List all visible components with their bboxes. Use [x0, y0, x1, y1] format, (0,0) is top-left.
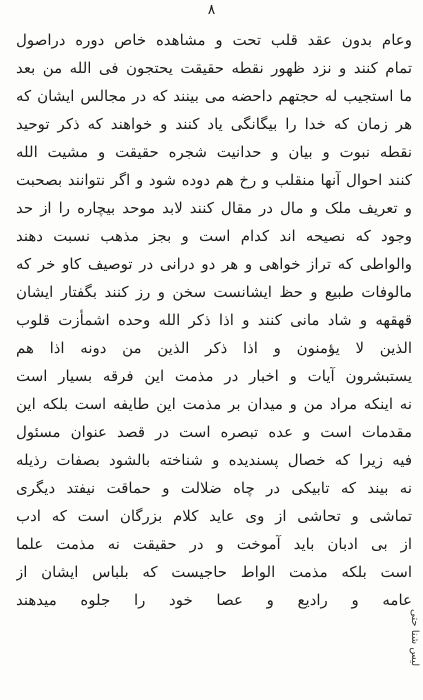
- text-line-14: نه اینکه مراد من و میدان بر مذمت این طایفه است بلکه این: [16, 395, 412, 413]
- text-line-21: عامه و رادیع و عصا خود را جلوه میدهند: [16, 591, 412, 609]
- text-line-13: یستبشرون آیات و اخبار در مذمت این فرقه بسیار است: [16, 367, 412, 385]
- text-line-20: است بلکه مذمت الواط حاجیست که بلباس ایشان از: [16, 563, 412, 581]
- text-line-19: از بی ادبان باید آموخت و در حقیقت نه مذمت علما: [16, 535, 412, 553]
- text-line-12: الذین لا یؤمنون و اذا ذکر الذین من دونه اذا هم: [16, 339, 412, 357]
- text-line-7: و تعریف ملک و مال در مقال کنند لابد موحد بیچاره را از حد: [16, 199, 412, 217]
- text-line-2: تمام کنند و نزد ظهور نقطه حقیقت یحتجون فی الله من بعد: [16, 59, 412, 77]
- manuscript-text: [16, 26, 412, 614]
- text-line-6: کنند احوال آنها منقلب و رخ هم دوده شود و اگر نتوانند بصحبت: [16, 171, 412, 189]
- text-line-4: هر زمان که خدا را بیگانگی یاد کنند و خواهند که ذکر توحید: [16, 115, 412, 133]
- text-line-10: مالوفات طبیع و حظ ایشانست سخن و رز کنند بگفتار ایشان: [16, 283, 412, 301]
- text-line-18: تماشی و تحاشی از وی عاید کلام بزرگان است که ادب: [16, 507, 412, 525]
- text-line-15: مقدمات است و عده تبصره است در قصد عنوان مسئول: [16, 423, 412, 441]
- text-line-5: نقطه نبوت و بیان و حدانیت شجره حقیقت و مشیت الله: [16, 143, 412, 161]
- page-number: ۸: [207, 2, 216, 18]
- text-line-9: والواطی که تراز خواهی و هر دو درانی در توصیف کاو خر که: [16, 255, 412, 273]
- text-line-17: نه بیند که تابیکی در چاه ضلالت و حماقت نیفتد دیگری: [16, 479, 412, 497]
- text-line-3: ما استجیب له حجتهم داحضه می بینند که در مجالس ایشان که: [16, 87, 412, 105]
- text-line-1: وعام بدون عقد قلب تحت و مشاهده خاص دوره دراصول: [16, 31, 412, 49]
- text-line-16: فیه زیرا که خصال پسندیده و شناخته بالشود بصفات رذیله: [16, 451, 412, 469]
- margin-note: لیس شنا حتی: [409, 608, 420, 666]
- text-line-11: قهقهه و شاد مانی کنند و اذا ذکر الله وحده اشمأزت قلوب: [16, 311, 412, 329]
- text-line-8: وجود که نصیحه اند کدام است و بجز مذهب نسبت دهند: [16, 227, 412, 245]
